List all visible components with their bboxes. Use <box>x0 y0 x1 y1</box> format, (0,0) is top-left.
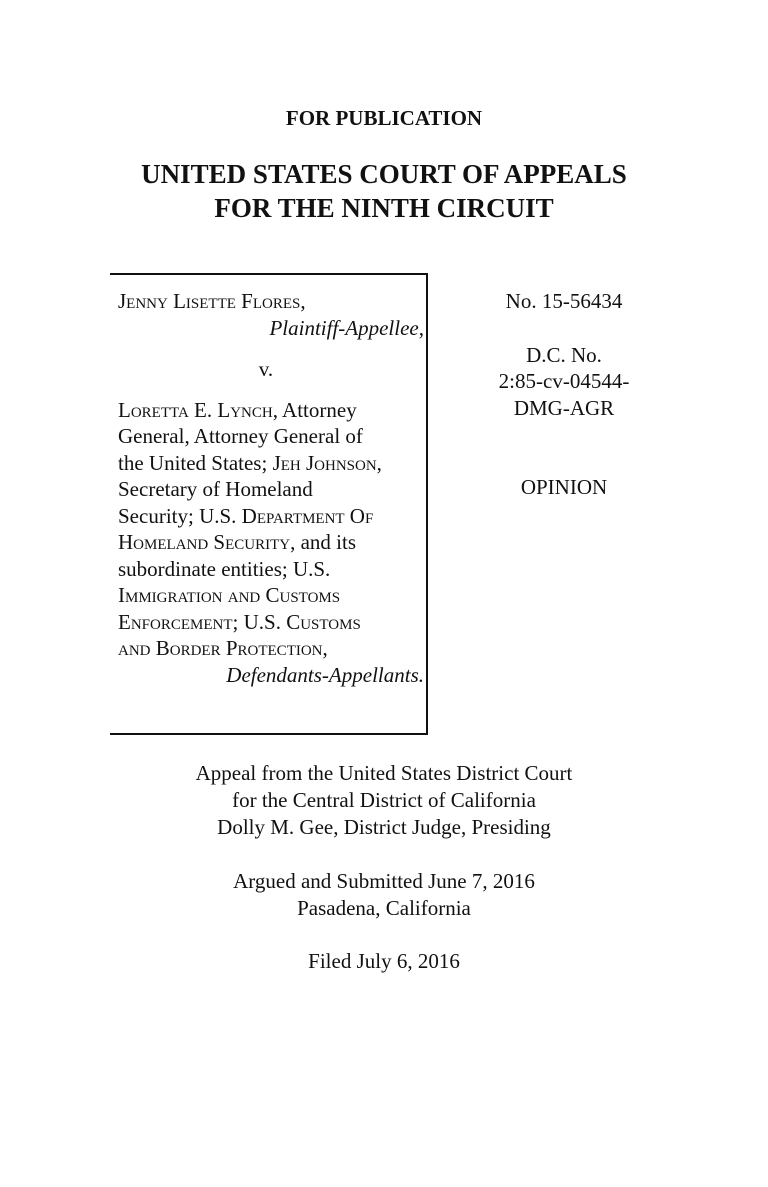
argued-line-2: Pasadena, California <box>297 896 471 920</box>
defendant-line: Secretary of Homeland <box>118 477 313 501</box>
plaintiff-role: Plaintiff-Appellee, <box>269 315 424 340</box>
case-info <box>456 288 672 501</box>
case-number: No. 15-56434 <box>505 289 623 313</box>
appeal-line-1: Appeal from the United States District Court <box>195 761 573 785</box>
versus: v. <box>258 357 274 381</box>
dc-label: D.C. No. <box>526 342 602 367</box>
plaintiff-name: Jenny Lisette Flores, <box>118 289 306 313</box>
defendant-line: subordinate entities; U.S. <box>118 556 331 581</box>
defendant-line: Security; U.S. Department Of <box>118 503 374 528</box>
defendants-list <box>118 397 424 662</box>
case-caption <box>118 288 424 688</box>
opinion-label: OPINION <box>520 475 608 499</box>
filed-date: Filed July 6, 2016 <box>308 949 460 973</box>
dc-number-line-1: 2:85-cv-04544- <box>498 369 630 393</box>
appeal-line-3: Dolly M. Gee, District Judge, Presiding <box>217 815 551 839</box>
publication-heading: FOR PUBLICATION <box>285 106 483 130</box>
defendant-line: General, Attorney General of <box>118 424 363 448</box>
appeal-block <box>0 760 768 841</box>
defendants-role: Defendants-Appellants. <box>226 662 424 687</box>
defendant-line: the United States; Jeh Johnson, <box>118 450 382 475</box>
argued-line-1: Argued and Submitted June 7, 2016 <box>233 869 535 893</box>
appeal-line-2: for the Central District of California <box>232 788 536 812</box>
defendant-line: Immigration and Customs <box>118 583 341 607</box>
defendant-line: Homeland Security, and its <box>118 530 357 554</box>
argued-block <box>0 868 768 922</box>
dc-number-line-2: DMG-AGR <box>513 395 615 420</box>
defendant-line: Loretta E. Lynch, Attorney <box>118 397 357 422</box>
plaintiff-role-text: Plaintiff-Appellee <box>269 315 419 340</box>
court-title <box>0 157 768 225</box>
court-title-line-2: FOR THE NINTH CIRCUIT <box>214 193 554 223</box>
defendant-line: and Border Protection, <box>118 636 328 660</box>
defendant-line: Enforcement; U.S. Customs <box>118 609 361 634</box>
court-title-line-1: UNITED STATES COURT OF APPEALS <box>141 159 627 189</box>
